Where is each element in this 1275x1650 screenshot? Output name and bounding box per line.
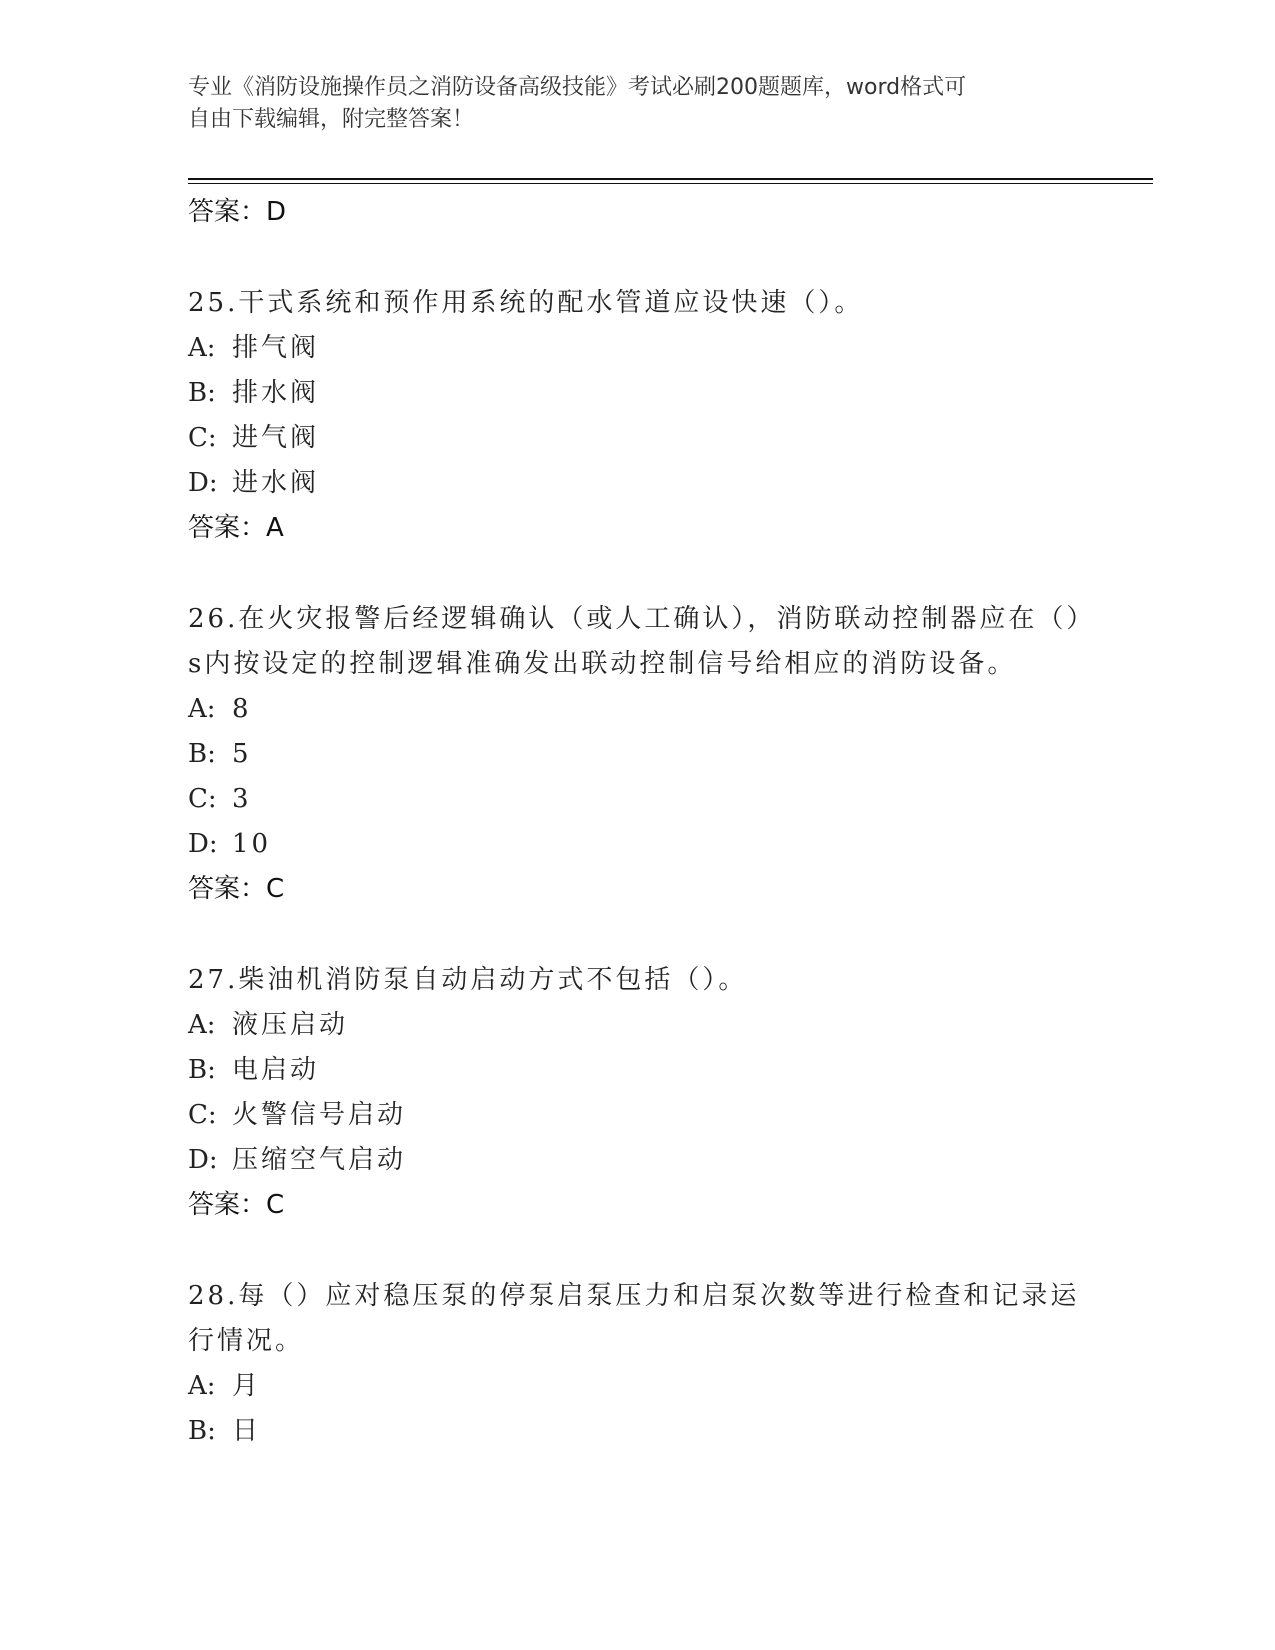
option-a	[188, 687, 1088, 732]
option-a	[188, 326, 1088, 371]
previous-answer: 答案：D	[188, 197, 287, 227]
header-rule-thick	[188, 178, 1153, 180]
option-text: 进水阀	[232, 468, 320, 498]
option-b	[188, 371, 1088, 416]
option-key: B:	[188, 1055, 216, 1085]
option-c	[188, 777, 1088, 822]
option-text: 电启动	[232, 1055, 320, 1085]
option-b	[188, 1048, 1088, 1093]
option-key: A:	[188, 1010, 216, 1040]
option-key: C:	[188, 784, 217, 814]
option-key: C:	[188, 1100, 217, 1130]
answer-line: 答案：C	[188, 874, 285, 904]
option-text: 排水阀	[232, 378, 320, 408]
header-rule-thin	[188, 183, 1153, 184]
answer-line: 答案：A	[188, 513, 284, 543]
option-d	[188, 461, 1088, 506]
option-text: 排气阀	[232, 333, 320, 363]
option-text: 压缩空气启动	[232, 1145, 407, 1175]
option-key: B:	[188, 1416, 216, 1446]
option-d	[188, 822, 1088, 867]
option-text: 日	[232, 1416, 262, 1446]
option-key: B:	[188, 739, 216, 769]
option-text: 10	[232, 829, 272, 859]
option-text: 8	[232, 694, 252, 724]
option-key: D:	[188, 829, 218, 859]
option-text: 液压启动	[232, 1010, 349, 1040]
option-text: 火警信号启动	[232, 1100, 407, 1130]
option-c	[188, 1093, 1088, 1138]
option-c	[188, 416, 1088, 461]
option-text: 进气阀	[232, 423, 320, 453]
question-list	[188, 190, 1088, 1454]
option-a	[188, 1364, 1088, 1409]
option-key: D:	[188, 1145, 218, 1175]
question-27	[188, 958, 1088, 1228]
option-key: A:	[188, 333, 216, 363]
option-a	[188, 1003, 1088, 1048]
option-key: D:	[188, 468, 218, 498]
option-text: 3	[232, 784, 252, 814]
question-28	[188, 1274, 1088, 1454]
option-text: 5	[232, 739, 252, 769]
header-line-1: 专业《消防设施操作员之消防设备高级技能》考试必刷200题题库，word格式可	[188, 75, 967, 100]
question-26	[188, 597, 1088, 912]
question-text: 26.在火灾报警后经逻辑确认（或人工确认），消防联动控制器应在（）s内按设定的控制逻辑准确发出联动控制信号给相应的消防设备。	[188, 604, 1083, 679]
option-text: 月	[232, 1371, 262, 1401]
question-25	[188, 281, 1088, 551]
question-text: 25.干式系统和预作用系统的配水管道应设快速（）。	[188, 288, 864, 318]
option-key: C:	[188, 423, 217, 453]
option-key: B:	[188, 378, 216, 408]
option-key: A:	[188, 1371, 216, 1401]
question-text: 27.柴油机消防泵自动启动方式不包括（）。	[188, 965, 748, 995]
option-b	[188, 732, 1088, 777]
document-header	[188, 72, 1068, 136]
option-key: A:	[188, 694, 216, 724]
header-line-2: 自由下载编辑，附完整答案！	[188, 107, 475, 132]
answer-line: 答案：C	[188, 1190, 285, 1220]
question-text: 28.每（）应对稳压泵的停泵启泵压力和启泵次数等进行检查和记录运行情况。	[188, 1281, 1080, 1356]
option-b	[188, 1409, 1088, 1454]
option-d	[188, 1138, 1088, 1183]
